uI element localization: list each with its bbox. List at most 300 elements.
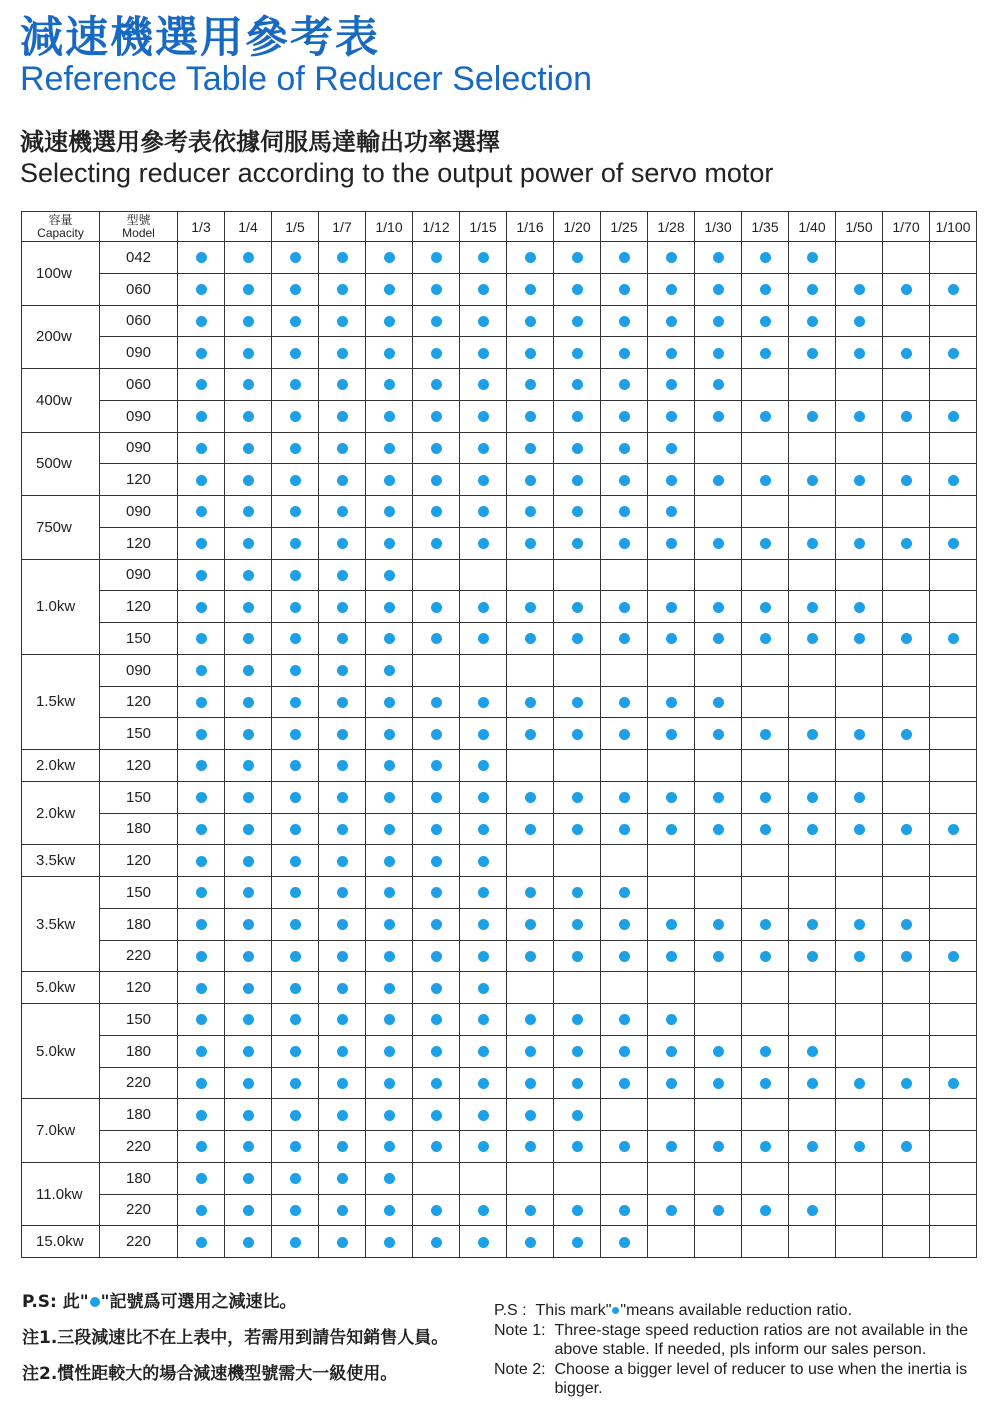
ratio-cell	[460, 591, 507, 623]
available-dot-icon	[384, 570, 395, 581]
ratio-cell	[460, 623, 507, 655]
available-dot-icon	[666, 411, 677, 422]
available-dot-icon	[807, 919, 818, 930]
available-dot-icon	[901, 633, 912, 644]
ratio-cell	[507, 813, 554, 845]
table-row	[22, 686, 977, 718]
ratio-cell	[272, 877, 319, 909]
available-dot-icon	[901, 1141, 912, 1152]
ratio-cell	[648, 305, 695, 337]
ratio-cell	[178, 654, 225, 686]
ratio-cell	[789, 654, 836, 686]
available-dot-icon	[478, 633, 489, 644]
ratio-cell	[695, 305, 742, 337]
ratio-cell	[742, 273, 789, 305]
capacity-cell: 7.0kw	[22, 1099, 100, 1163]
available-dot-icon	[431, 1110, 442, 1121]
ratio-cell	[272, 1162, 319, 1194]
ratio-cell	[789, 1194, 836, 1226]
available-dot-icon	[478, 284, 489, 295]
available-dot-icon	[337, 284, 348, 295]
table-row	[22, 527, 977, 559]
available-dot-icon	[337, 570, 348, 581]
ratio-cell	[460, 1035, 507, 1067]
ratio-cell	[225, 686, 272, 718]
available-dot-icon	[807, 1141, 818, 1152]
ratio-cell	[836, 686, 883, 718]
ratio-cell	[507, 781, 554, 813]
available-dot-icon	[384, 665, 395, 676]
ratio-cell	[507, 1131, 554, 1163]
available-dot-icon	[666, 1046, 677, 1057]
available-dot-icon	[948, 284, 959, 295]
header-ratio: 1/4	[225, 212, 272, 242]
available-dot-icon	[854, 792, 865, 803]
ratio-cell	[272, 242, 319, 274]
available-dot-icon	[290, 1205, 301, 1216]
ratio-cell	[507, 527, 554, 559]
available-dot-icon	[337, 316, 348, 327]
available-dot-icon	[243, 792, 254, 803]
available-dot-icon	[196, 792, 207, 803]
ratio-cell	[695, 654, 742, 686]
table-row	[22, 750, 977, 782]
available-dot-icon	[713, 824, 724, 835]
available-dot-icon	[290, 633, 301, 644]
ratio-cell	[601, 527, 648, 559]
ratio-cell	[319, 1004, 366, 1036]
available-dot-icon	[619, 538, 630, 549]
available-dot-icon	[807, 252, 818, 263]
available-dot-icon	[431, 1014, 442, 1025]
available-dot-icon	[572, 1110, 583, 1121]
note2-en	[494, 1360, 984, 1399]
ps-suffix-en: "means available reduction ratio.	[620, 1302, 853, 1319]
ratio-cell	[225, 1067, 272, 1099]
ratio-cell	[836, 337, 883, 369]
ratio-cell	[413, 1067, 460, 1099]
ratio-cell	[930, 1067, 977, 1099]
ratio-cell	[460, 305, 507, 337]
available-dot-icon	[196, 1173, 207, 1184]
ratio-cell	[178, 591, 225, 623]
ratio-cell	[507, 940, 554, 972]
available-dot-icon	[901, 475, 912, 486]
ratio-cell	[413, 400, 460, 432]
ratio-cell	[601, 750, 648, 782]
ratio-cell	[742, 1162, 789, 1194]
ratio-cell	[554, 845, 601, 877]
ratio-cell	[319, 559, 366, 591]
available-dot-icon	[384, 1046, 395, 1057]
available-dot-icon	[337, 824, 348, 835]
ratio-cell	[601, 623, 648, 655]
available-dot-icon	[572, 824, 583, 835]
available-dot-icon	[290, 729, 301, 740]
available-dot-icon	[713, 1078, 724, 1089]
ratio-cell	[178, 242, 225, 274]
ratio-cell	[460, 1162, 507, 1194]
header-capacity-zh: 容量	[48, 212, 73, 227]
ratio-cell	[460, 686, 507, 718]
ratio-cell	[789, 845, 836, 877]
available-dot-icon	[478, 824, 489, 835]
available-dot-icon	[243, 983, 254, 994]
available-dot-icon	[619, 1078, 630, 1089]
model-cell: 090	[100, 337, 178, 369]
available-dot-icon	[196, 1237, 207, 1248]
available-dot-icon	[337, 633, 348, 644]
ratio-cell	[695, 464, 742, 496]
ratio-cell	[272, 623, 319, 655]
ratio-cell	[601, 1099, 648, 1131]
note1-en	[494, 1321, 984, 1360]
model-cell: 150	[100, 1004, 178, 1036]
available-dot-icon	[478, 1046, 489, 1057]
ratio-cell	[648, 654, 695, 686]
ratio-cell	[272, 464, 319, 496]
ps-note-en	[494, 1301, 984, 1321]
table-row	[22, 464, 977, 496]
available-dot-icon	[384, 1205, 395, 1216]
ratio-cell	[178, 1099, 225, 1131]
capacity-cell: 2.0kw	[22, 781, 100, 845]
table-row	[22, 1099, 977, 1131]
ratio-cell	[413, 1194, 460, 1226]
available-dot-icon	[713, 284, 724, 295]
ratio-cell	[178, 496, 225, 528]
table-row	[22, 496, 977, 528]
available-dot-icon	[243, 633, 254, 644]
available-dot-icon	[572, 506, 583, 517]
available-dot-icon	[290, 506, 301, 517]
available-dot-icon	[431, 697, 442, 708]
ratio-cell	[695, 1099, 742, 1131]
ratio-cell	[601, 305, 648, 337]
ratio-cell	[648, 1226, 695, 1258]
ratio-cell	[789, 400, 836, 432]
ratio-cell	[648, 432, 695, 464]
ratio-cell	[272, 559, 319, 591]
ratio-cell	[648, 242, 695, 274]
ratio-cell	[601, 432, 648, 464]
available-dot-icon	[243, 1237, 254, 1248]
available-dot-icon	[619, 1014, 630, 1025]
ratio-cell	[225, 432, 272, 464]
ratio-cell	[648, 718, 695, 750]
capacity-cell: 200w	[22, 305, 100, 369]
available-dot-icon	[525, 379, 536, 390]
ratio-cell	[742, 1131, 789, 1163]
ratio-cell	[742, 972, 789, 1004]
ratio-cell	[695, 845, 742, 877]
available-dot-icon	[854, 411, 865, 422]
ratio-cell	[366, 496, 413, 528]
ratio-cell	[789, 432, 836, 464]
ratio-cell	[648, 1162, 695, 1194]
available-dot-icon	[290, 887, 301, 898]
available-dot-icon	[666, 1205, 677, 1216]
available-dot-icon	[478, 411, 489, 422]
available-dot-icon	[713, 411, 724, 422]
available-dot-icon	[431, 1237, 442, 1248]
available-dot-icon	[478, 1205, 489, 1216]
header-ratio: 1/15	[460, 212, 507, 242]
available-dot-icon	[713, 1205, 724, 1216]
available-dot-icon	[901, 538, 912, 549]
available-dot-icon	[619, 443, 630, 454]
available-dot-icon	[337, 1078, 348, 1089]
table-row	[22, 1067, 977, 1099]
ratio-cell	[883, 1162, 930, 1194]
table-row	[22, 369, 977, 401]
ratio-cell	[272, 1194, 319, 1226]
ratio-cell	[742, 527, 789, 559]
available-dot-icon	[290, 1237, 301, 1248]
ratio-cell	[695, 1226, 742, 1258]
ratio-cell	[554, 1099, 601, 1131]
available-dot-icon	[666, 506, 677, 517]
model-cell: 180	[100, 1099, 178, 1131]
ratio-cell	[789, 813, 836, 845]
ratio-cell	[883, 1004, 930, 1036]
available-dot-icon	[384, 316, 395, 327]
available-dot-icon	[713, 729, 724, 740]
available-dot-icon	[478, 792, 489, 803]
available-dot-icon	[619, 316, 630, 327]
available-dot-icon	[196, 951, 207, 962]
ratio-cell	[742, 400, 789, 432]
available-dot-icon	[431, 919, 442, 930]
ratio-cell	[695, 1035, 742, 1067]
ratio-cell	[366, 1131, 413, 1163]
ratio-cell	[225, 305, 272, 337]
available-dot-icon	[243, 1173, 254, 1184]
ratio-cell	[742, 242, 789, 274]
available-dot-icon	[290, 856, 301, 867]
available-dot-icon	[478, 1237, 489, 1248]
available-dot-icon	[384, 1237, 395, 1248]
ratio-cell	[742, 781, 789, 813]
ratio-cell	[507, 877, 554, 909]
ratio-cell	[272, 718, 319, 750]
model-cell: 120	[100, 464, 178, 496]
available-dot-icon	[760, 919, 771, 930]
header-ratio: 1/5	[272, 212, 319, 242]
available-dot-icon	[290, 570, 301, 581]
ratio-cell	[366, 464, 413, 496]
available-dot-icon	[431, 348, 442, 359]
ratio-cell	[507, 1004, 554, 1036]
ratio-cell	[225, 908, 272, 940]
available-dot-icon	[713, 633, 724, 644]
ratio-cell	[178, 527, 225, 559]
available-dot-icon	[901, 284, 912, 295]
available-dot-icon	[948, 1078, 959, 1089]
ratio-cell	[413, 972, 460, 1004]
ratio-cell	[601, 1162, 648, 1194]
ratio-cell	[319, 527, 366, 559]
ratio-cell	[601, 718, 648, 750]
available-dot-icon	[713, 951, 724, 962]
ratio-cell	[460, 432, 507, 464]
ratio-cell	[836, 305, 883, 337]
ratio-cell	[789, 1099, 836, 1131]
model-cell: 090	[100, 400, 178, 432]
model-cell: 150	[100, 877, 178, 909]
capacity-cell: 3.5kw	[22, 845, 100, 877]
ratio-cell	[883, 369, 930, 401]
ratio-cell	[789, 591, 836, 623]
model-cell: 120	[100, 845, 178, 877]
available-dot-icon	[713, 538, 724, 549]
ratio-cell	[836, 781, 883, 813]
available-dot-icon	[196, 316, 207, 327]
available-dot-icon	[243, 1078, 254, 1089]
ratio-cell	[319, 369, 366, 401]
ratio-cell	[319, 1194, 366, 1226]
available-dot-icon	[290, 792, 301, 803]
ratio-cell	[225, 750, 272, 782]
ratio-cell	[319, 686, 366, 718]
header-ratio: 1/40	[789, 212, 836, 242]
available-dot-icon	[290, 919, 301, 930]
model-cell: 060	[100, 305, 178, 337]
available-dot-icon	[478, 1110, 489, 1121]
ratio-cell	[648, 496, 695, 528]
ratio-cell	[554, 591, 601, 623]
available-dot-icon	[337, 951, 348, 962]
available-dot-icon	[196, 475, 207, 486]
available-dot-icon	[478, 729, 489, 740]
ratio-cell	[413, 654, 460, 686]
ratio-cell	[366, 242, 413, 274]
available-dot-icon	[760, 538, 771, 549]
ratio-cell	[742, 654, 789, 686]
available-dot-icon	[290, 348, 301, 359]
ratio-cell	[413, 1099, 460, 1131]
ratio-cell	[648, 813, 695, 845]
ratio-cell	[413, 464, 460, 496]
available-dot-icon	[619, 1141, 630, 1152]
available-dot-icon	[760, 824, 771, 835]
available-dot-icon	[525, 1046, 536, 1057]
ratio-cell	[883, 908, 930, 940]
ratio-cell	[319, 877, 366, 909]
ratio-cell	[319, 781, 366, 813]
ratio-cell	[883, 1035, 930, 1067]
available-dot-icon	[243, 665, 254, 676]
ratio-cell	[836, 242, 883, 274]
available-dot-icon	[525, 443, 536, 454]
ratio-cell	[413, 242, 460, 274]
ratio-cell	[930, 559, 977, 591]
available-dot-icon	[243, 951, 254, 962]
available-dot-icon	[478, 1141, 489, 1152]
ratio-cell	[695, 591, 742, 623]
ratio-cell	[883, 337, 930, 369]
ratio-cell	[554, 273, 601, 305]
model-cell: 220	[100, 1131, 178, 1163]
ratio-cell	[930, 1035, 977, 1067]
table-row	[22, 972, 977, 1004]
ratio-cell	[460, 781, 507, 813]
ratio-cell	[225, 496, 272, 528]
available-dot-icon	[666, 602, 677, 613]
ratio-cell	[366, 623, 413, 655]
header-ratio: 1/16	[507, 212, 554, 242]
available-dot-icon	[713, 602, 724, 613]
available-dot-icon	[196, 284, 207, 295]
capacity-cell: 500w	[22, 432, 100, 496]
ratio-cell	[554, 1194, 601, 1226]
ratio-cell	[413, 369, 460, 401]
ratio-cell	[507, 369, 554, 401]
ratio-cell	[554, 718, 601, 750]
available-dot-icon	[478, 475, 489, 486]
available-dot-icon	[243, 570, 254, 581]
ratio-cell	[695, 242, 742, 274]
available-dot-icon	[431, 729, 442, 740]
ratio-cell	[319, 1226, 366, 1258]
available-dot-icon	[760, 1205, 771, 1216]
available-dot-icon	[854, 538, 865, 549]
ratio-cell	[883, 686, 930, 718]
available-dot-icon	[666, 729, 677, 740]
ratio-cell	[272, 527, 319, 559]
available-dot-icon	[713, 316, 724, 327]
ratio-cell	[413, 1131, 460, 1163]
available-dot-icon	[619, 506, 630, 517]
available-dot-icon	[337, 856, 348, 867]
ratio-cell	[554, 1162, 601, 1194]
available-dot-icon	[619, 475, 630, 486]
available-dot-icon	[478, 760, 489, 771]
ratio-cell	[601, 369, 648, 401]
ratio-cell	[413, 591, 460, 623]
available-dot-icon	[196, 602, 207, 613]
available-dot-icon	[713, 919, 724, 930]
ratio-cell	[178, 1162, 225, 1194]
capacity-cell: 5.0kw	[22, 1004, 100, 1099]
available-dot-icon	[572, 379, 583, 390]
ratio-cell	[272, 1067, 319, 1099]
available-dot-icon	[948, 348, 959, 359]
available-dot-icon	[572, 887, 583, 898]
ratio-cell	[601, 686, 648, 718]
ratio-cell	[178, 432, 225, 464]
available-dot-icon	[290, 284, 301, 295]
available-dot-icon	[525, 284, 536, 295]
available-dot-icon	[666, 919, 677, 930]
ratio-cell	[272, 591, 319, 623]
ratio-cell	[460, 242, 507, 274]
ratio-cell	[601, 591, 648, 623]
ratio-cell	[930, 1194, 977, 1226]
ratio-cell	[836, 845, 883, 877]
available-dot-icon	[572, 538, 583, 549]
available-dot-icon	[619, 697, 630, 708]
ratio-cell	[319, 940, 366, 972]
available-dot-icon	[854, 729, 865, 740]
available-dot-icon	[760, 284, 771, 295]
available-dot-icon	[384, 538, 395, 549]
available-dot-icon	[431, 443, 442, 454]
available-dot-icon	[290, 824, 301, 835]
ratio-cell	[366, 369, 413, 401]
ratio-cell	[930, 432, 977, 464]
available-dot-icon	[572, 284, 583, 295]
